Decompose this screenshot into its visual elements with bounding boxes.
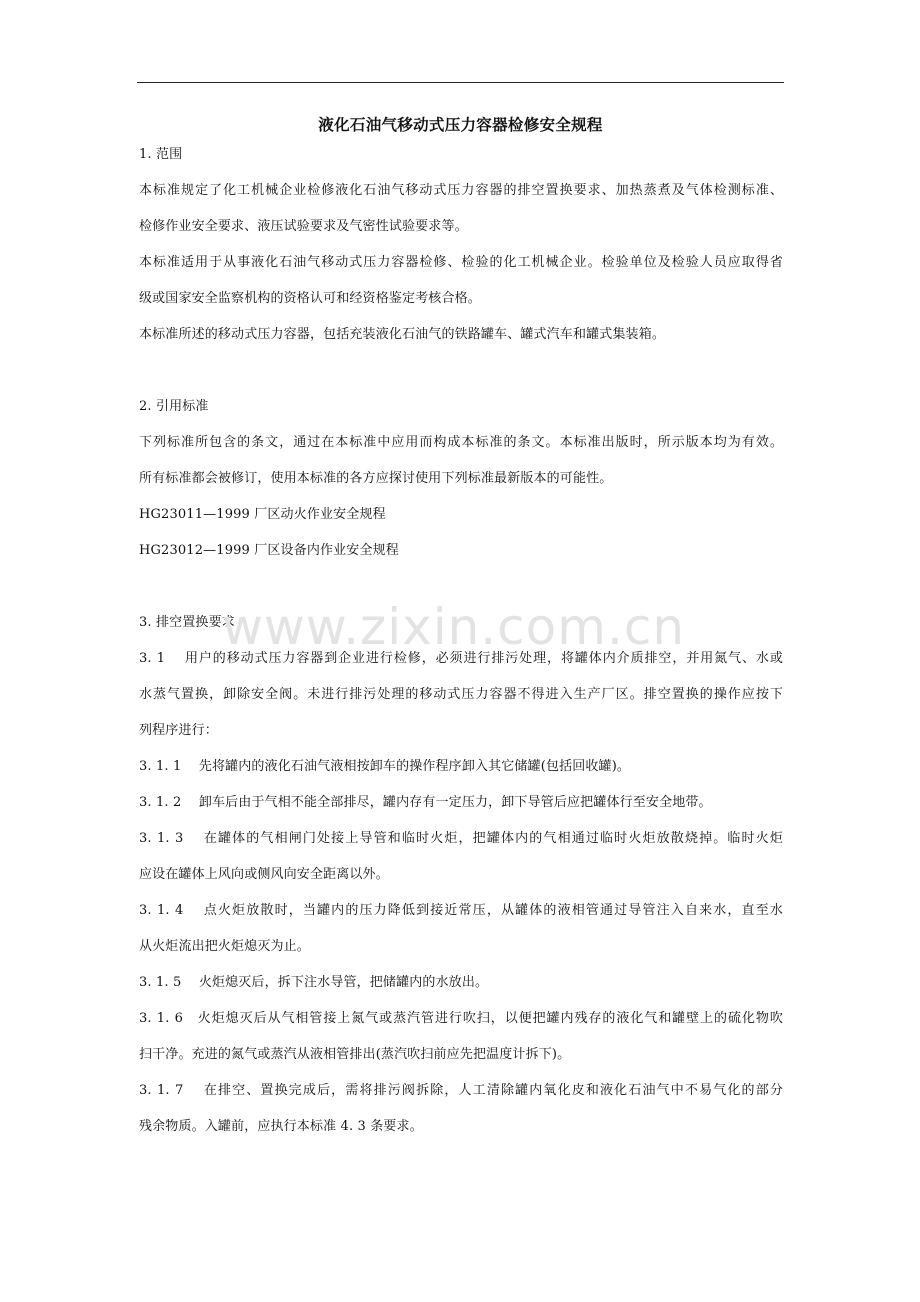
section-heading: 2. 引用标准 [139, 399, 209, 414]
paragraph-line: 3. 1. 4 点火炬放散时，当罐内的压力降低到接近常压，从罐体的液相管通过导管注入自来水，直至水 [139, 903, 783, 918]
paragraph-line: 下列标准所包含的条文，通过在本标准中应用而构成本标准的条文。本标准出版时，所示版本均为有效。 [139, 435, 783, 450]
reference-item: HG23012—1999 厂区设备内作业安全规程 [139, 543, 399, 558]
paragraph-line: 残余物质。入罐前，应执行本标准 4. 3 条要求。 [139, 1119, 423, 1134]
paragraph-line: 从火炬流出把火炬熄灭为止。 [139, 939, 310, 954]
paragraph-line: 3. 1. 3 在罐体的气相闸门处接上导管和临时火炬，把罐体内的气相通过临时火炬放散烧掉。临时火炬 [139, 831, 783, 846]
paragraph-line: 水蒸气置换，卸除安全阀。未进行排污处理的移动式压力容器不得进入生产厂区。排空置换的操作应按下 [139, 687, 783, 702]
paragraph-line: 本标准规定了化工机械企业检修液化石油气移动式压力容器的排空置换要求、加热蒸煮及气体检测标准、 [139, 183, 783, 198]
paragraph-line: 检修作业安全要求、液压试验要求及气密性试验要求等。 [139, 219, 468, 234]
watermark: www.zixin.com.cn [222, 598, 686, 656]
paragraph-line: 列程序进行： [139, 723, 218, 738]
section-heading: 1. 范围 [139, 147, 183, 162]
paragraph-line: 应设在罐体上风向或侧风向安全距离以外。 [139, 867, 389, 882]
paragraph-line: 3. 1. 7 在排空、置换完成后，需将排污阀拆除，人工清除罐内氧化皮和液化石油气中不易气化的部分 [139, 1083, 783, 1098]
paragraph-line: 所有标准都会被修订，使用本标准的各方应探讨使用下列标准最新版本的可能性。 [139, 471, 613, 486]
document-title: 液化石油气移动式压力容器检修安全规程 [318, 116, 603, 134]
paragraph-line: 扫干净。充进的氮气或蒸汽从液相管排出(蒸汽吹扫前应先把温度计拆下)。 [139, 1047, 571, 1062]
paragraph-line: 3. 1. 5 火炬熄灭后，拆下注水导管，把储罐内的水放出。 [139, 975, 489, 990]
paragraph-line: 本标准所述的移动式压力容器，包括充装液化石油气的铁路罐车、罐式汽车和罐式集装箱。 [139, 327, 666, 342]
paragraph-line: 3. 1. 2 卸车后由于气相不能全部排尽，罐内存有一定压力，卸下导管后应把罐体行至安全地带。 [139, 795, 712, 810]
header-rule [137, 82, 784, 83]
reference-item: HG23011—1999 厂区动火作业安全规程 [139, 507, 386, 522]
paragraph-line: 3. 1. 6 火炬熄灭后从气相管接上氮气或蒸汽管进行吹扫，以便把罐内残存的液化气和罐壁上的硫化物吹 [139, 1011, 783, 1026]
paragraph-line: 级或国家安全监察机构的资格认可和经资格鉴定考核合格。 [139, 291, 481, 306]
paragraph-line: 3. 1 用户的移动式压力容器到企业进行检修，必须进行排污处理，将罐体内介质排空，并用氮气、水或 [139, 651, 783, 666]
section-heading: 3. 排空置换要求 [139, 615, 235, 630]
paragraph-line: 本标准适用于从事液化石油气移动式压力容器检修、检验的化工机械企业。检验单位及检验人员应取得省 [139, 255, 783, 270]
paragraph-line: 3. 1. 1 先将罐内的液化石油气液相按卸车的操作程序卸入其它储罐(包括回收罐)。 [139, 759, 631, 774]
